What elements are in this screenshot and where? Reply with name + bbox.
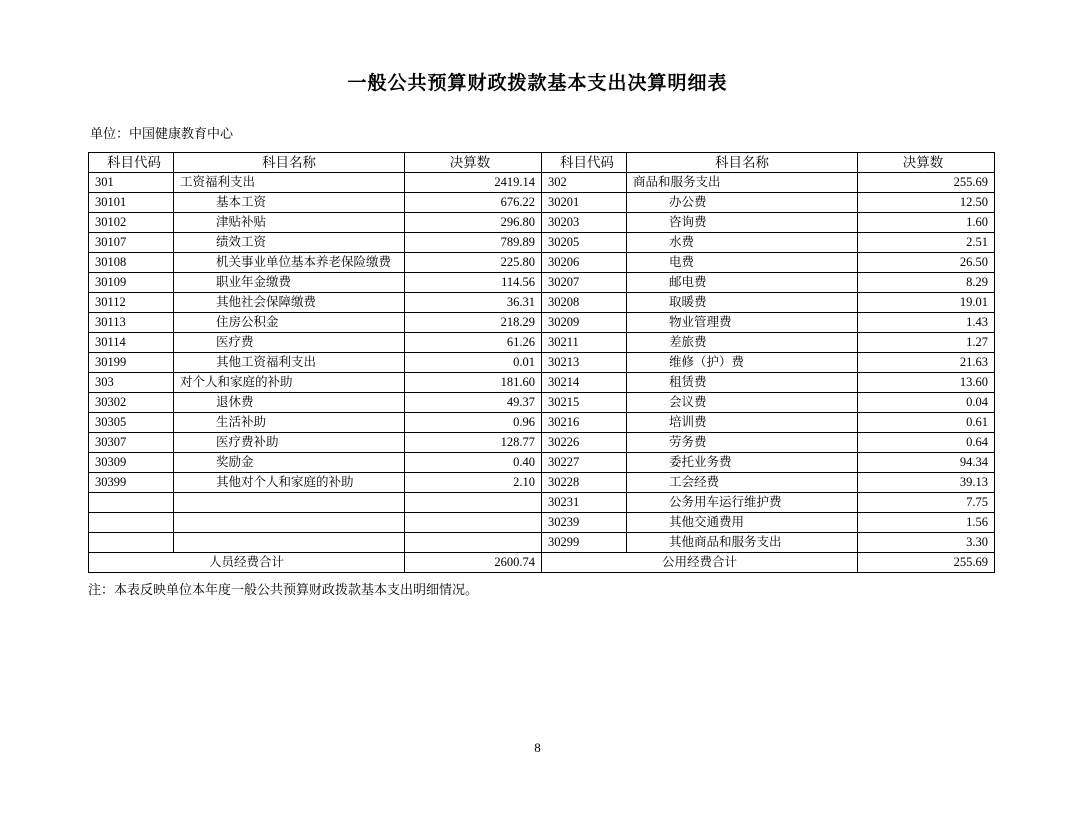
row-name-left: [174, 533, 405, 553]
row-code-right: 30201: [542, 193, 627, 213]
unit-label: 单位：中国健康教育中心: [90, 126, 234, 141]
table-row: [89, 533, 995, 553]
row-code-left: [89, 513, 174, 533]
row-code-right: 30205: [542, 233, 627, 253]
row-amount-left: 218.29: [405, 313, 542, 333]
row-amount-left: [405, 533, 542, 553]
row-amount-left: 225.80: [405, 253, 542, 273]
row-amount-left: [405, 513, 542, 533]
row-amount-right: 19.01: [858, 293, 995, 313]
row-amount-right: 1.27: [858, 333, 995, 353]
row-code-left: 30199: [89, 353, 174, 373]
row-name-left: 其他工资福利支出: [174, 353, 405, 373]
row-amount-right: 21.63: [858, 353, 995, 373]
row-amount-right: 26.50: [858, 253, 995, 273]
row-amount-right: 3.30: [858, 533, 995, 553]
row-name-right: 商品和服务支出: [627, 173, 858, 193]
row-name-left: 医疗费补助: [174, 433, 405, 453]
row-code-left: 30399: [89, 473, 174, 493]
budget-table: [88, 152, 995, 573]
row-code-left: 30112: [89, 293, 174, 313]
row-name-right: 工会经费: [627, 473, 858, 493]
row-code-left: 30307: [89, 433, 174, 453]
row-name-right: 水费: [627, 233, 858, 253]
row-amount-right: 1.56: [858, 513, 995, 533]
table-row: [89, 293, 995, 313]
table-row: [89, 433, 995, 453]
row-amount-right: 2.51: [858, 233, 995, 253]
row-code-right: 30299: [542, 533, 627, 553]
row-amount-left: 296.80: [405, 213, 542, 233]
row-name-left: 生活补助: [174, 413, 405, 433]
row-code-right: 30215: [542, 393, 627, 413]
row-code-right: 30216: [542, 413, 627, 433]
row-name-right: 物业管理费: [627, 313, 858, 333]
row-code-left: 30113: [89, 313, 174, 333]
total-label-left: 人员经费合计: [89, 553, 405, 573]
budget-table-body: [89, 153, 995, 573]
table-row: [89, 313, 995, 333]
table-row: [89, 413, 995, 433]
row-amount-right: 255.69: [858, 173, 995, 193]
table-row: [89, 453, 995, 473]
row-code-right: 30206: [542, 253, 627, 273]
row-name-right: 咨询费: [627, 213, 858, 233]
row-amount-right: 12.50: [858, 193, 995, 213]
row-code-right: 30207: [542, 273, 627, 293]
row-amount-left: 61.26: [405, 333, 542, 353]
table-row: [89, 213, 995, 233]
row-code-right: 30227: [542, 453, 627, 473]
row-code-left: 30101: [89, 193, 174, 213]
row-name-left: 机关事业单位基本养老保险缴费: [174, 253, 405, 273]
row-code-left: 30305: [89, 413, 174, 433]
row-name-left: 住房公积金: [174, 313, 405, 333]
row-code-right: 30203: [542, 213, 627, 233]
row-code-right: 30208: [542, 293, 627, 313]
row-name-right: 委托业务费: [627, 453, 858, 473]
row-code-left: 30114: [89, 333, 174, 353]
row-amount-right: 8.29: [858, 273, 995, 293]
table-total-row: [89, 553, 995, 573]
row-amount-right: 0.64: [858, 433, 995, 453]
row-code-left: 30109: [89, 273, 174, 293]
row-name-left: 其他社会保障缴费: [174, 293, 405, 313]
row-amount-left: 49.37: [405, 393, 542, 413]
row-code-right: 30226: [542, 433, 627, 453]
row-amount-left: [405, 493, 542, 513]
row-name-left: 退休费: [174, 393, 405, 413]
row-code-left: 30108: [89, 253, 174, 273]
row-amount-left: 36.31: [405, 293, 542, 313]
row-name-left: 工资福利支出: [174, 173, 405, 193]
header-amount-left: 决算数: [405, 153, 542, 173]
row-name-left: [174, 513, 405, 533]
table-row: [89, 473, 995, 493]
header-code-right: 科目代码: [542, 153, 627, 173]
row-amount-left: 0.96: [405, 413, 542, 433]
row-code-left: 301: [89, 173, 174, 193]
table-row: [89, 353, 995, 373]
row-name-right: 差旅费: [627, 333, 858, 353]
budget-table-wrapper: [88, 152, 988, 573]
table-note: 注：本表反映单位本年度一般公共预算财政拨款基本支出明细情况。: [88, 582, 479, 597]
row-code-left: [89, 533, 174, 553]
row-code-right: 30213: [542, 353, 627, 373]
table-row: [89, 193, 995, 213]
row-amount-left: 128.77: [405, 433, 542, 453]
row-code-right: 30209: [542, 313, 627, 333]
row-name-right: 电费: [627, 253, 858, 273]
row-amount-left: 676.22: [405, 193, 542, 213]
row-name-left: 津贴补贴: [174, 213, 405, 233]
row-code-right: 302: [542, 173, 627, 193]
row-amount-left: 114.56: [405, 273, 542, 293]
row-name-right: 公务用车运行维护费: [627, 493, 858, 513]
row-name-right: 会议费: [627, 393, 858, 413]
row-code-right: 30228: [542, 473, 627, 493]
row-amount-right: 1.43: [858, 313, 995, 333]
row-code-left: 30107: [89, 233, 174, 253]
table-row: [89, 373, 995, 393]
table-row: [89, 253, 995, 273]
row-amount-right: 94.34: [858, 453, 995, 473]
row-code-left: [89, 493, 174, 513]
row-name-right: 维修（护）费: [627, 353, 858, 373]
table-header-row: [89, 153, 995, 173]
row-name-right: 取暖费: [627, 293, 858, 313]
row-name-right: 租赁费: [627, 373, 858, 393]
row-name-left: 奖励金: [174, 453, 405, 473]
row-name-left: 职业年金缴费: [174, 273, 405, 293]
page-number: 8: [534, 740, 541, 755]
total-amount-right: 255.69: [858, 553, 995, 573]
row-amount-right: 39.13: [858, 473, 995, 493]
row-amount-left: 0.01: [405, 353, 542, 373]
row-code-right: 30231: [542, 493, 627, 513]
row-code-right: 30211: [542, 333, 627, 353]
table-row: [89, 233, 995, 253]
row-amount-left: 2.10: [405, 473, 542, 493]
table-row: [89, 393, 995, 413]
row-name-right: 其他交通费用: [627, 513, 858, 533]
row-name-left: 绩效工资: [174, 233, 405, 253]
row-code-right: 30239: [542, 513, 627, 533]
row-amount-left: 181.60: [405, 373, 542, 393]
row-name-left: 对个人和家庭的补助: [174, 373, 405, 393]
row-code-left: 30102: [89, 213, 174, 233]
page-title: 一般公共预算财政拨款基本支出决算明细表: [347, 73, 728, 94]
row-amount-left: 0.40: [405, 453, 542, 473]
row-amount-right: 13.60: [858, 373, 995, 393]
table-row: [89, 333, 995, 353]
total-amount-left: 2600.74: [405, 553, 542, 573]
row-code-left: 30302: [89, 393, 174, 413]
row-amount-left: 789.89: [405, 233, 542, 253]
table-row: [89, 273, 995, 293]
header-name-right: 科目名称: [627, 153, 858, 173]
total-label-right: 公用经费合计: [542, 553, 858, 573]
row-name-left: 基本工资: [174, 193, 405, 213]
row-name-left: [174, 493, 405, 513]
table-row: [89, 173, 995, 193]
row-name-left: 其他对个人和家庭的补助: [174, 473, 405, 493]
table-row: [89, 493, 995, 513]
row-name-right: 办公费: [627, 193, 858, 213]
row-code-left: 303: [89, 373, 174, 393]
row-name-right: 其他商品和服务支出: [627, 533, 858, 553]
header-code-left: 科目代码: [89, 153, 174, 173]
row-name-right: 劳务费: [627, 433, 858, 453]
row-code-left: 30309: [89, 453, 174, 473]
row-name-right: 邮电费: [627, 273, 858, 293]
header-name-left: 科目名称: [174, 153, 405, 173]
row-name-right: 培训费: [627, 413, 858, 433]
row-amount-right: 1.60: [858, 213, 995, 233]
header-amount-right: 决算数: [858, 153, 995, 173]
row-code-right: 30214: [542, 373, 627, 393]
table-row: [89, 513, 995, 533]
row-amount-right: 0.04: [858, 393, 995, 413]
row-amount-left: 2419.14: [405, 173, 542, 193]
row-name-left: 医疗费: [174, 333, 405, 353]
document-page: [0, 68, 1075, 828]
row-amount-right: 7.75: [858, 493, 995, 513]
row-amount-right: 0.61: [858, 413, 995, 433]
